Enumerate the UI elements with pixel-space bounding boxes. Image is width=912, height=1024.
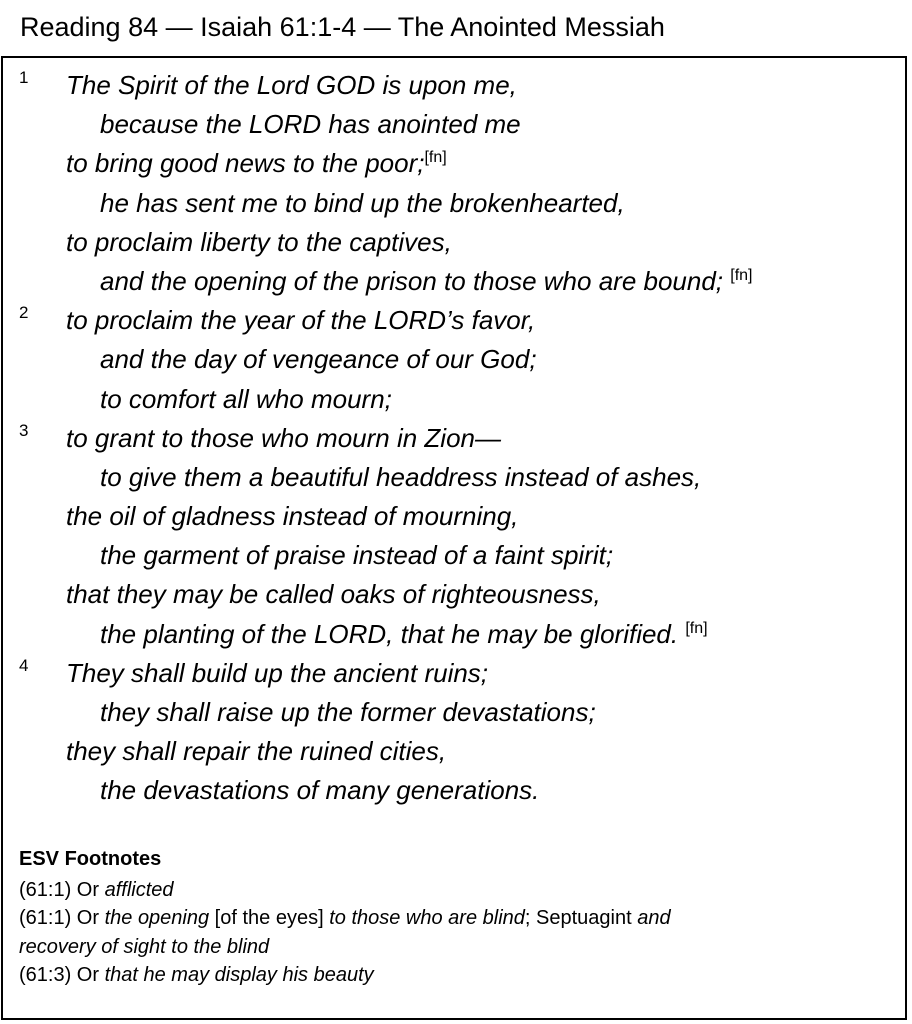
footnote-ref: (61:1) Or xyxy=(19,907,105,930)
line-text: the garment of praise instead of a faint spirit; xyxy=(100,540,614,571)
line-text: to proclaim liberty to the captives, xyxy=(66,226,452,257)
line-text: and the opening of the prison to those who are bound; xyxy=(100,265,724,296)
footnote-item-continued xyxy=(19,933,889,961)
line-text: that they may be called oaks of righteousness, xyxy=(66,579,601,610)
poem-line xyxy=(0,536,912,575)
footnote-item xyxy=(19,904,889,932)
line-text: to grant to those who mourn in Zion— xyxy=(66,422,502,453)
footnote-italic: that he may display his beauty xyxy=(104,963,374,986)
footnote-marker[interactable]: [fn] xyxy=(424,149,447,167)
poem-line xyxy=(0,771,912,810)
line-text: the oil of gladness instead of mourning, xyxy=(66,501,519,532)
line-text: the devastations of many generations. xyxy=(100,775,540,806)
line-text: They shall build up the ancient ruins; xyxy=(66,657,489,688)
footnote-marker[interactable]: [fn] xyxy=(730,266,753,284)
line-text: The Spirit of the Lord GOD is upon me, xyxy=(66,70,517,100)
line-text: he has sent me to bind up the brokenhearted, xyxy=(100,187,625,218)
verse-number: 4 xyxy=(19,655,29,675)
poem-line xyxy=(0,458,912,497)
footnote-text: [of the eyes] xyxy=(209,907,330,930)
verse-number: 3 xyxy=(19,420,29,440)
line-text: the planting of the LORD, that he may be glorified. xyxy=(100,618,679,649)
footnote-ref: (61:1) Or xyxy=(19,879,105,901)
poem-line xyxy=(0,105,912,144)
footnotes-heading: ESV Footnotes xyxy=(19,848,162,870)
poem-line xyxy=(0,732,912,771)
verse-number: 1 xyxy=(19,68,29,87)
page-title: Reading 84 — Isaiah 61:1-4 — The Anointed Messiah xyxy=(20,12,665,42)
footnote-item xyxy=(19,876,889,904)
line-text: because the LORD has anointed me xyxy=(100,109,521,140)
poem-line xyxy=(0,419,912,458)
footnote-italic: recovery of sight to the blind xyxy=(19,935,270,958)
footnote-italic: to those who are blind xyxy=(329,907,525,930)
line-text: they shall raise up the former devastations; xyxy=(100,697,596,727)
line-text: they shall repair the ruined cities, xyxy=(66,736,447,767)
poem-line xyxy=(0,262,912,301)
poem-line xyxy=(0,66,912,105)
poem-line xyxy=(0,615,912,654)
verse-number: 2 xyxy=(19,303,29,323)
footnotes-list xyxy=(19,876,889,989)
poem-line xyxy=(0,380,912,419)
poem-line xyxy=(0,497,912,536)
poem-line xyxy=(0,301,912,340)
poem-line xyxy=(0,693,912,732)
poem-line xyxy=(0,575,912,614)
line-text: and the day of vengeance of our God; xyxy=(100,344,537,375)
footnote-italic: afflicted xyxy=(104,879,174,901)
line-text: to bring good news to the poor; xyxy=(66,148,425,179)
poem-line xyxy=(0,654,912,693)
footnote-italic: the opening xyxy=(104,907,210,930)
footnote-italic: and xyxy=(637,907,671,930)
line-text: to comfort all who mourn; xyxy=(100,383,392,414)
poem-line xyxy=(0,144,912,183)
footnote-ref: (61:3) Or xyxy=(19,963,105,986)
passage-text xyxy=(0,66,912,811)
poem-line xyxy=(0,340,912,379)
footnote-marker[interactable]: [fn] xyxy=(685,619,708,637)
poem-line xyxy=(0,184,912,223)
footnote-text: ; Septuagint xyxy=(524,907,638,930)
line-text: to give them a beautiful headdress instead of ashes, xyxy=(100,461,702,492)
poem-line xyxy=(0,223,912,262)
footnote-item xyxy=(19,961,889,989)
line-text: to proclaim the year of the LORD’s favor, xyxy=(66,305,536,336)
